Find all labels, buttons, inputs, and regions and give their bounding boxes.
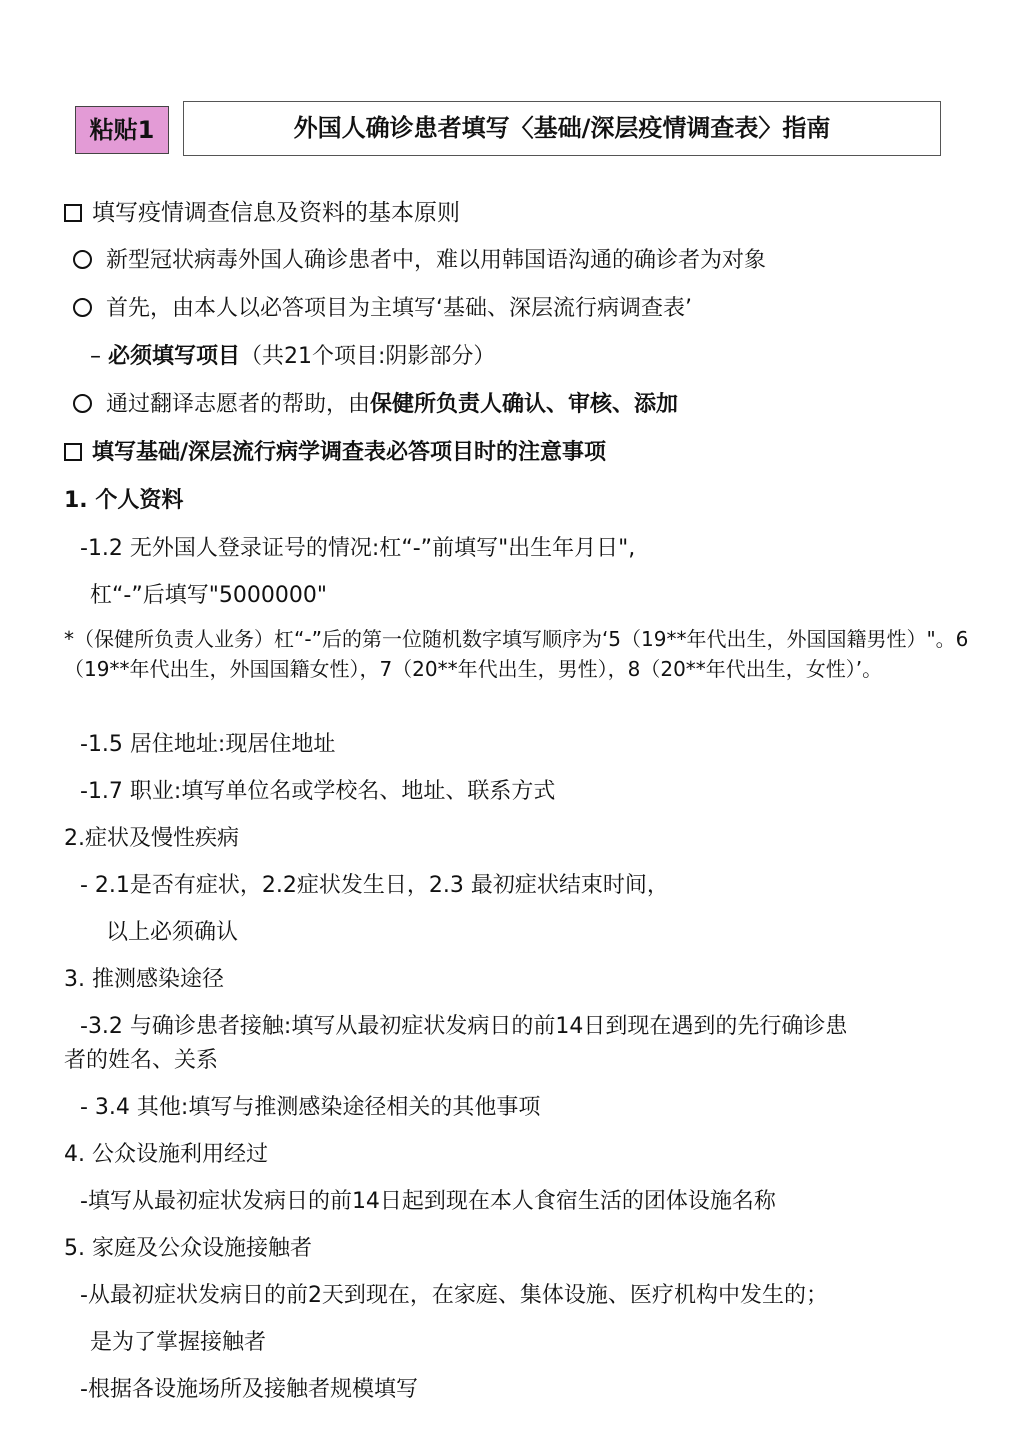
part4-line1: -填写从最初症状发病日的前14日起到现在本人食宿生活的团体设施名称 (80, 1189, 776, 1214)
part1-line2: 杠“-”后填写"5000000" (90, 583, 327, 608)
part3-line2: - 3.4 其他:填写与推测感染途径相关的其他事项 (80, 1095, 541, 1120)
part5-line2: 是为了掌握接触者 (90, 1330, 267, 1355)
principle-item-1: 新型冠状病毒外国人确诊患者中，难以用韩国语沟通的确诊者为对象 (73, 247, 766, 275)
checkbox-square-icon (64, 204, 82, 222)
circle-bullet-icon (73, 394, 92, 413)
note-paragraph: *（保健所负责人业务）杠“-”后的第一位随机数字填写顺序为‘5（19**年代出生，外国国籍男性）"。6（19**年代出生，外国国籍女性），7（20**年代出生，男性），8（20**年代出生，女性）’。 (64, 627, 969, 681)
header-tag: 粘贴1 (75, 106, 169, 154)
part3-line1b: 者的姓名、关系 (64, 1048, 219, 1073)
circle-bullet-icon (73, 298, 92, 317)
part5-line3: -根据各设施场所及接触者规模填写 (80, 1377, 418, 1402)
part1-line1: -1.2 无外国人登录证号的情况:杠“-”前填写"出生年月日", (80, 536, 636, 561)
part5-line1: -从最初症状发病日的前2天到现在，在家庭、集体设施、医疗机构中发生的； (80, 1283, 828, 1308)
section-heading-principles: 填写疫情调查信息及资料的基本原则 (64, 199, 460, 227)
part3-title: 3. 推测感染途径 (64, 967, 224, 992)
part5-title: 5. 家庭及公众设施接触者 (64, 1236, 312, 1261)
part2-title: 2.症状及慢性疾病 (64, 826, 239, 851)
part2-line2: 以上必须确认 (106, 920, 239, 945)
principle-item-2: 首先，由本人以必答项目为主填写‘基础、深层流行病调查表’ (73, 295, 692, 323)
checkbox-square-icon (64, 443, 82, 461)
circle-bullet-icon (73, 250, 92, 269)
section-heading-notes: 填写基础/深层流行病学调查表必答项目时的注意事项 (64, 439, 606, 467)
part1-line3: -1.5 居住地址:现居住地址 (80, 732, 336, 757)
part4-title: 4. 公众设施利用经过 (64, 1142, 268, 1167)
principle-item-3: 通过翻译志愿者的帮助，由保健所负责人确认、审核、添加 (73, 391, 678, 419)
required-items-label: 必须填写项目 (108, 344, 241, 369)
document-title: 外国人确诊患者填写〈基础/深层疫情调查表〉指南 (183, 101, 941, 156)
part3-line1a: -3.2 与确诊患者接触:填写从最初症状发病日的前14日到现在遇到的先行确诊患 (80, 1014, 848, 1039)
part1-line4: -1.7 职业:填写单位名或学校名、地址、联系方式 (80, 779, 556, 804)
part2-line1: - 2.1是否有症状，2.2症状发生日，2.3 最初症状结束时间， (80, 873, 669, 898)
principle-subitem: – 必须填写项目（共21个项目:阴影部分） (90, 344, 496, 369)
part1-title: 1. 个人资料 (64, 488, 184, 513)
